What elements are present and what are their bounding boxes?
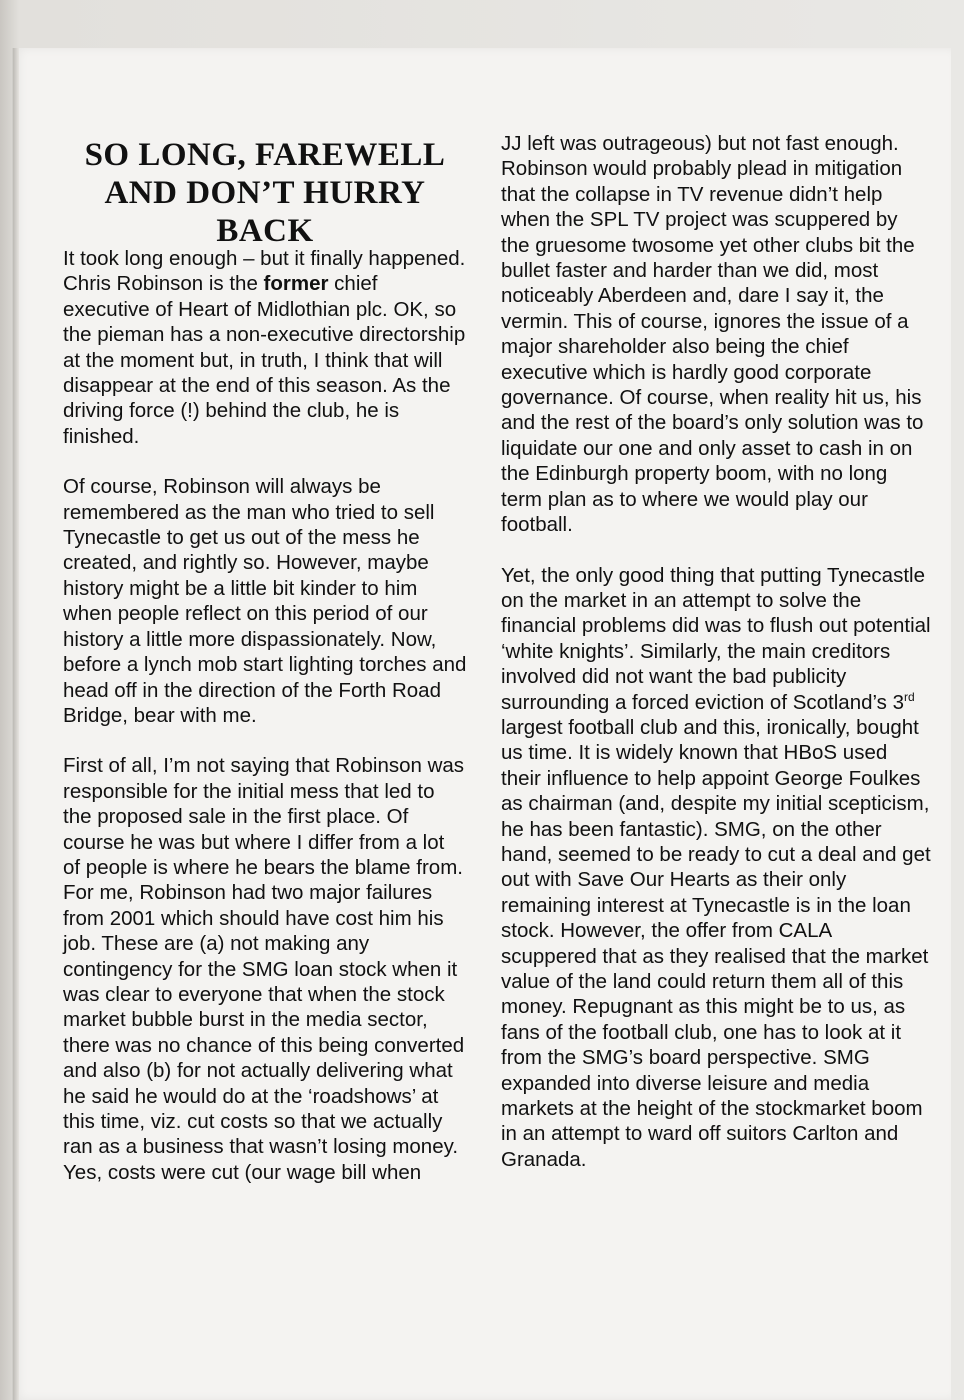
paragraph-white-knights-end: largest football club and this, ironically, bought us time. It is widely known that HBoS used their influence to help appoint George Foulkes as chairman (and, despite my initial scepticism, he has been fantastic). SMG, on the other hand, seemed to be ready to cut a deal and get out with Save Our Hearts as their only remaining interest at Tynecastle is in the loan stock. However, the offer from CALA scuppered that as they realised that the market value of the land could return them all of this money. Repugnant as this might be to us, as fans of the football club, one has to look at it from the SMG’s board perspective. SMG expanded into diverse leisure and media markets at the height of the stockmarket boom in an attempt to ward off suitors Carlton and Granada. [501,715,931,1171]
paragraph-continued: JJ left was outrageous) but not fast enough. Robinson would probably plead in mitigation that the collapse in TV revenue didn’t help when the SPL TV project was scuppered by the gruesome twosome yet other clubs bit the bullet faster and harder than we did, most noticeably Aberdeen and, dare I say it, the vermin. This of course, ignores the issue of a major shareholder also being the chief executive which is hardly good corporate governance. Of course, when reality hit us, his and the rest of the board’s only solution was to liquidate our one and only asset to cash in on the Edinburgh property boom, with no long term plan as to where we would play our football. [501,132,924,537]
article-headline: SO LONG, FAREWELL AND DON’T HURRY BACK [84,137,446,249]
magazine-page [12,48,951,1400]
right-column [501,131,931,1172]
paragraph-first-of-all: First of all, I’m not saying that Robinson was responsible for the initial mess that led to the proposed sale in the first place. Of course he was but where I differ from a lot of people is where he bears the blame from. For me, Robinson had two major failures from 2001 which should have cost him his job. These are (a) not making any contingency for the SMG loan stock when it was clear to everyone that when the stock market bubble burst in the media sector, there was no chance of this being converted and also (b) for not actually delivering what he said he would do at the ‘roadshows’ at this time, viz. cut costs so that we actually ran as a business that wasn’t losing money. Yes, costs were cut (our wage bill when [63,754,465,1184]
paragraph-white-knights [501,563,931,1173]
paragraph-intro-end: chief executive of Heart of Midlothian plc. OK, so the pieman has a non-executive directorship at the moment but, in truth, I think that will disappear at the end of this season. As the driving force (!) behind the club, he is finished. [63,272,466,448]
ordinal-superscript: rd [904,689,915,704]
emphasis-former: former [263,272,329,296]
paragraph-white-knights-start: Yet, the only good thing that putting Tynecastle on the market in an attempt to solve the financial problems did was to flush out potential ‘white knights’. Similarly, the main creditors involved did not want the bad publicity surrounding a forced eviction of Scotland’s 3 [501,563,931,714]
left-column [63,136,467,1185]
paragraph-intro-start: It took long enough – but it finally happened. Chris Robinson is the [63,247,466,296]
paragraph-remembered: Of course, Robinson will always be remembered as the man who tried to sell Tynecastle to get us out of the mess he created, and rightly so. However, maybe history might be a little bit kinder to him when people reflect on this period of our history a little more dispassionately. Now, before a lynch mob start lighting torches and head off in the direction of the Forth Road Bridge, bear with me. [63,475,467,727]
paragraph-intro [63,246,467,449]
page-binding-edge [13,48,19,1400]
